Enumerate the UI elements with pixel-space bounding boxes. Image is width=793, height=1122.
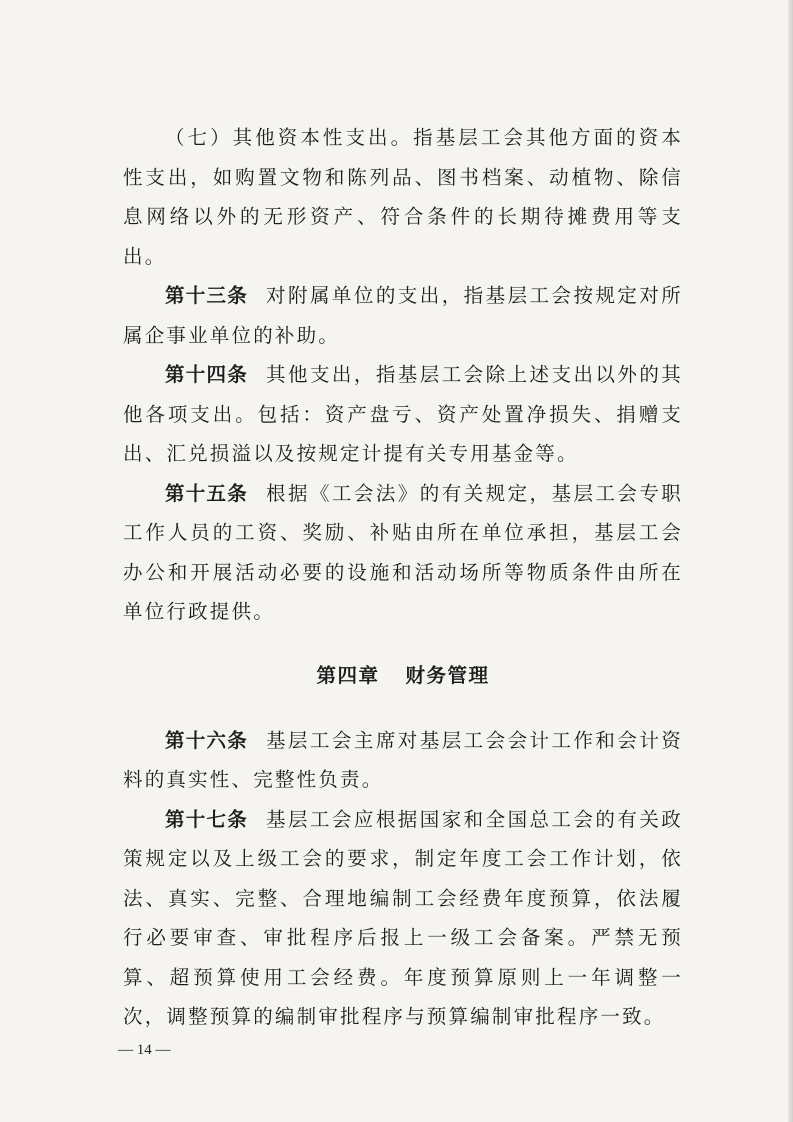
article-16 xyxy=(123,721,683,800)
article-text: 对附属单位的支出，指基层工会按规定对所属企事业单位的补助。 xyxy=(123,284,683,347)
article-13 xyxy=(123,276,683,355)
article-text: 基层工会应根据国家和全国总工会的有关政策规定以及上级工会的要求，制定年度工会工作计划，依法、真实、完整、合理地编制工会经费年度预算，依法履行必要审查、审批程序后报上一级工会备案。严禁无预算、超预算使用工会经费。年度预算原则上一年调整一次，调整预算的编制审批程序与预算编制审批程序一致。 xyxy=(123,807,683,1028)
article-label: 第十六条 xyxy=(165,728,249,752)
article-17 xyxy=(123,800,683,1037)
page-number: — 14 — xyxy=(118,1042,171,1058)
article-label: 第十四条 xyxy=(165,363,249,386)
paragraph-item-7 xyxy=(123,118,683,276)
article-14 xyxy=(123,355,683,474)
article-text: 基层工会主席对基层工会会计工作和会计资料的真实性、完整性负责。 xyxy=(123,728,683,791)
article-text: 其他支出，指基层工会除上述支出以外的其他各项支出。包括：资产盘亏、资产处置净损失、捐赠支出、汇兑损溢以及按规定计提有关专用基金等。 xyxy=(123,363,683,465)
chapter-number: 第四章 xyxy=(316,663,380,687)
paragraph-text: （七）其他资本性支出。指基层工会其他方面的资本性支出，如购置文物和陈列品、图书档案、动植物、除信息网络以外的无形资产、符合条件的长期待摊费用等支出。 xyxy=(123,126,683,268)
body-text xyxy=(123,118,683,1037)
chapter-heading xyxy=(123,656,683,695)
chapter-title: 财务管理 xyxy=(405,663,490,687)
article-text: 根据《工会法》的有关规定，基层工会专职工作人员的工资、奖励、补贴由所在单位承担，基层工会办公和开展活动必要的设施和活动场所等物质条件由所在单位行政提供。 xyxy=(123,481,683,623)
article-label: 第十五条 xyxy=(165,481,249,505)
page-edge-shadow xyxy=(788,0,793,1122)
article-label: 第十三条 xyxy=(165,284,249,307)
article-label: 第十七条 xyxy=(165,807,249,831)
article-15 xyxy=(123,474,683,632)
